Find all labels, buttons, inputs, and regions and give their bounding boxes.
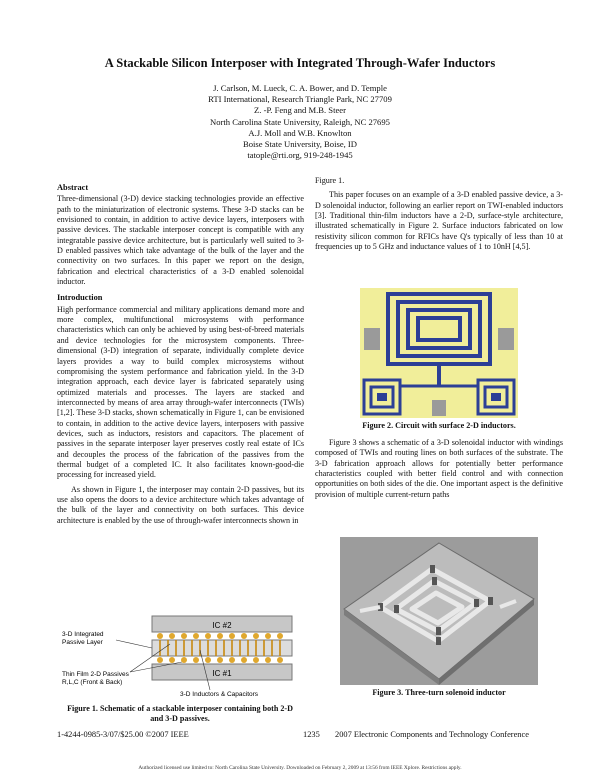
passive-layer-label: 3-D Integrated Passive Layer	[62, 631, 104, 646]
affiliation-line: North Carolina State University, Raleigh, NC 27695	[210, 116, 390, 127]
figure-2-caption: Figure 2. Circuit with surface 2-D inductors.	[362, 421, 516, 430]
introduction-paragraph-1: High performance commercial and military applications demand more and more complex, multifunctional microsystems with performance characteristics which can only be achieved by using best-of-breed materials and device technologies for the microsystem components. Three-dimensional (3-D) integration of separate, individually complete device layers provides a way to build complex microsystems without compromising the system performance and fabrication yield. In the 3-D integration approach, each device layer is fabricated separately using optimized materials and processes. The layers are stacked and interconnected by means of area array through-wafer interconnects (TWIs) [1,2]. These 3-D stacks, shown schematically in Figure 1, can be envisioned to contain, in addition to the active device layers, interposers with passive devices, such as inductors, resistors and capacitors. The placement of passives in the separate interposer layer preserves costly real estate of ICs and decouples the process of the fabrication of the passives from the thermal budget of a completed IC. It also facilitates known-good-die processing for increased yield.	[57, 304, 304, 480]
thin-film-label: Thin Film 2-D Passives R,L,C (Front & Back)	[62, 671, 129, 686]
figure-3-solenoid	[340, 537, 538, 685]
introduction-paragraph-2: As shown in Figure 1, the interposer may contain 2-D passives, but its use also opens the doors to a device architecture which takes advantage of the bulk of the layer and connectivity on both surfaces. This device architecture is enabled by the use of through-wafer interconnects shown in	[57, 484, 304, 525]
pad-left	[364, 328, 380, 350]
figure-2-circuit	[360, 288, 518, 418]
figure-1-caption: Figure 1. Schematic of a stackable interposer containing both 2-D and 3-D passives.	[67, 704, 293, 724]
author-line: Z. -P. Feng and M.B. Steer	[254, 105, 346, 116]
contact-line: tatople@rti.org, 919-248-1945	[247, 150, 353, 161]
3d-inductors-label: 3-D Inductors & Capacitors	[180, 691, 259, 698]
ic1-label: IC #1	[212, 669, 232, 678]
pad-right	[498, 328, 514, 350]
abstract-heading: Abstract	[57, 183, 89, 192]
pad-bottom	[432, 400, 446, 416]
footer-isbn: 1-4244-0985-3/07/$25.00 ©2007 IEEE	[57, 730, 189, 739]
left-column	[57, 183, 304, 526]
license-notice: Authorized licensed use limited to: North Carolina State University. Downloaded on February 2, 2009 at 13:56 from IEEE Xplore. Restrictions apply.	[138, 765, 462, 771]
paper-title: A Stackable Silicon Interposer with Integrated Through-Wafer Inductors	[104, 56, 496, 70]
right-paragraph-2: Figure 3 shows a schematic of a 3-D solenoidal inductor with windings composed of TWIs and routing lines on both surfaces of the substrate. The 3-D fabrication approach allows for potentially better performance characteristics coupled with better field control and with connection opportunities on both sides of the die. One important aspect is the definitive provision of multiple current-return paths	[315, 438, 563, 499]
right-column	[315, 176, 563, 252]
author-block	[150, 83, 450, 161]
footer-page-number: 1235	[303, 730, 320, 739]
figure-3-caption: Figure 3. Three-turn solenoid inductor	[372, 688, 506, 697]
right-paragraph-1: This paper focuses on an example of a 3-D enabled passive device, a 3-D solenoidal inductor, following an earlier report on TWI-enabled inductors [3]. Traditional thin-film inductors have a 2-D, surface-style architecture, illustrated schematically in Figure 2. Surface inductors fabricated on low resistivity silicon common for RFICs have Q's typically of less than 10 at frequencies up to 5 GHz and inductance values of 1 to 10nH [4,5].	[315, 190, 563, 252]
interposer-layer	[152, 640, 292, 656]
author-line: J. Carlson, M. Lueck, C. A. Bower, and D. Temple	[213, 83, 387, 93]
top-bump-row	[157, 633, 283, 639]
figure-1-ref: Figure 1.	[315, 176, 345, 185]
affiliation-line: Boise State University, Boise, ID	[242, 139, 357, 150]
affiliation-line: RTI International, Research Triangle Park, NC 27709	[208, 94, 392, 105]
footer-conference: 2007 Electronic Components and Technology Conference	[335, 730, 529, 739]
abstract-text: Three-dimensional (3-D) device stacking technologies provide an effective path to the miniaturization of electronic systems. These 3-D stacks can be envisioned to contain, in addition to active device layers, interposers with passive devices. The stackable interposer concept is compatible with any integratable passive device architecture, but is particularly well suited to 3-D enabled passives which take advantage of the bulk of the layer and the connectivity on two surfaces. In this paper we report on the design, fabrication and electrical characteristics of a 3-D enabled solenoidal inductor.	[57, 194, 304, 287]
figure-1-schematic	[60, 614, 300, 702]
author-line: A.J. Moll and W.B. Knowlton	[248, 127, 352, 138]
right-column-continued	[315, 438, 563, 500]
introduction-heading: Introduction	[57, 293, 103, 303]
bottom-bump-row	[157, 657, 283, 663]
ic2-label: IC #2	[212, 621, 232, 630]
